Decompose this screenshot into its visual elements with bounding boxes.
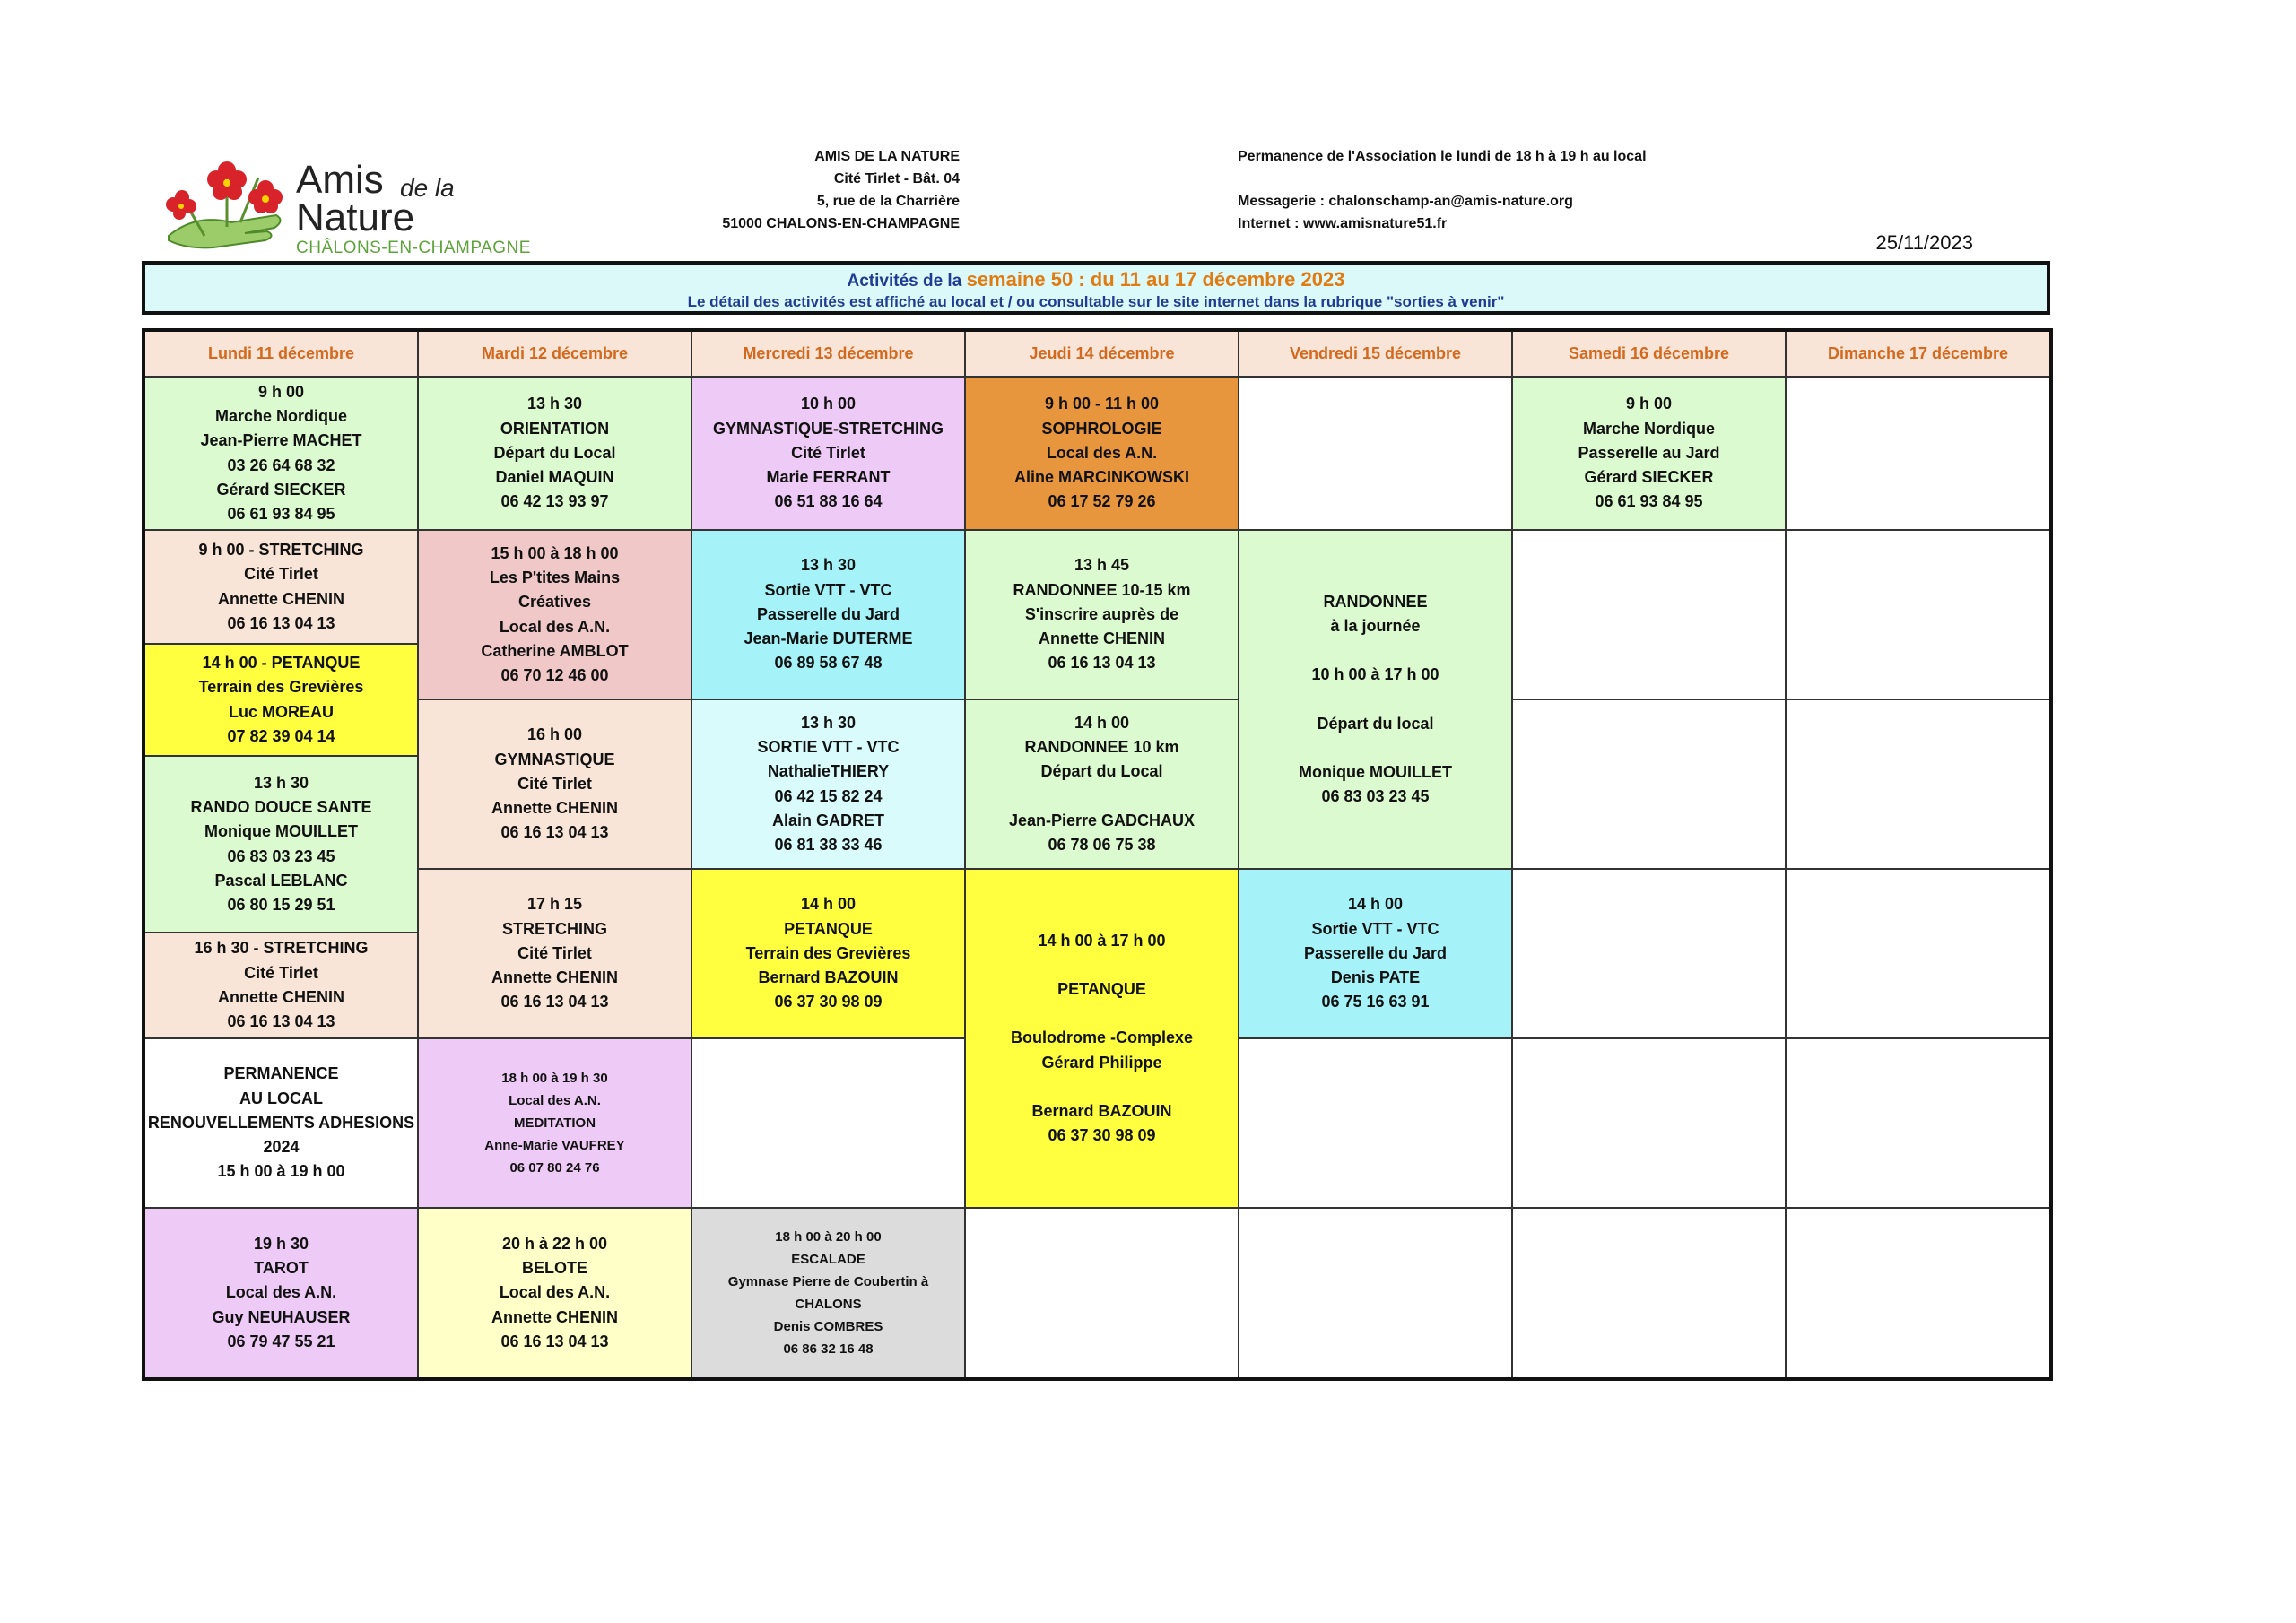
schedule-grid (142, 328, 2053, 1381)
activity-line: 06 61 93 84 95 (1595, 492, 1703, 511)
address-block (628, 145, 960, 235)
activity-line: Local des A.N. (1046, 443, 1158, 462)
internet-text: Internet : www.amisnature51.fr (1238, 216, 1448, 231)
info-block (1238, 145, 1776, 235)
activity-line: Bernard BAZOUIN (1031, 1101, 1172, 1120)
activity-cell-wed-3 (692, 700, 966, 870)
activity-line: Monique MOUILLET (1299, 762, 1452, 781)
activity-cell-wed-2 (692, 531, 966, 700)
activity-line: 2024 (263, 1138, 300, 1157)
activity-line: GYMNASTIQUE (494, 750, 615, 768)
activity-line: 06 16 13 04 13 (1048, 654, 1156, 673)
activity-line: 06 75 16 63 91 (1321, 993, 1430, 1011)
activity-line: 14 h 00 à 17 h 00 (1038, 931, 1166, 950)
activity-line: 06 89 58 67 48 (774, 654, 883, 673)
activity-line: 06 17 52 79 26 (1048, 492, 1156, 511)
activity-line: 03 26 64 68 32 (227, 456, 335, 474)
banner-detail: Le détail des activités est affiché au local et / ou consultable sur le site internet dans la rubrique "sorties à venir" (687, 293, 1505, 310)
activity-line: Les P'tites Mains (489, 568, 621, 586)
activity-line: Cité Tirlet (791, 443, 865, 462)
activity-line: STRETCHING (502, 919, 607, 938)
activity-line: Local des A.N. (509, 1093, 601, 1108)
activity-line: Départ du local (1317, 714, 1434, 733)
activity-line: Créatives (517, 593, 592, 612)
messagerie-text: Messagerie : chalonschamp-an@amis-nature.org (1238, 194, 1573, 209)
activity-cell-mon-2 (145, 531, 419, 645)
activity-line: 14 h 00 (1074, 713, 1130, 732)
activity-cell-mon-4 (145, 757, 419, 933)
day-header: Samedi 16 décembre (1513, 332, 1787, 378)
activity-line: Local des A.N. (499, 1283, 611, 1302)
activity-cell-thu-4 (966, 870, 1239, 1209)
activity-line: Gérard Philippe (1041, 1053, 1162, 1072)
logo-city: CHÂLONS-EN-CHAMPAGNE (296, 239, 531, 257)
activity-cell-mon-6 (145, 1039, 419, 1209)
activity-line: PERMANENCE (223, 1064, 339, 1083)
activity-line: Luc MOREAU (229, 702, 334, 721)
activity-line: Gymnase Pierre de Coubertin à (727, 1274, 929, 1289)
activity-cell-tue-4 (419, 870, 692, 1039)
activity-line: Gérard SIECKER (1584, 468, 1714, 487)
activity-cell-wed-1 (692, 378, 966, 531)
activity-line: Bernard BAZOUIN (758, 968, 899, 987)
activity-line: 06 83 03 23 45 (227, 846, 335, 865)
activity-line: 13 h 30 (526, 395, 583, 413)
logo-nature: Nature (296, 195, 415, 239)
activity-cell-sat-4 (1513, 870, 1787, 1039)
activity-line: Local des A.N. (499, 617, 611, 636)
activity-line: Cité Tirlet (244, 963, 318, 982)
activity-line: 14 h 00 (800, 895, 857, 914)
activity-cell-thu-1 (966, 378, 1239, 531)
activity-line: Passerelle du Jard (756, 604, 900, 623)
activity-line: Cité Tirlet (517, 774, 592, 793)
activity-line: 19 h 30 (253, 1234, 309, 1253)
activity-line: Jean-Pierre GADCHAUX (1008, 811, 1196, 829)
address-line: AMIS DE LA NATURE (814, 149, 960, 164)
activity-line: 06 16 13 04 13 (500, 1332, 609, 1350)
activity-line: 06 83 03 23 45 (1321, 787, 1430, 806)
activity-line: 07 82 39 04 14 (227, 726, 335, 745)
activity-line: RANDONNEE 10 km (1024, 738, 1179, 757)
activity-line: SORTIE VTT - VTC (757, 737, 900, 756)
week-banner (142, 261, 2050, 315)
activity-cell-tue-2 (419, 531, 692, 700)
activity-line: 9 h 00 - STRETCHING (198, 540, 364, 559)
activity-cell-thu-2 (966, 531, 1239, 700)
activity-line: 06 42 15 82 24 (774, 786, 883, 805)
activity-line: 10 h 00 (800, 395, 857, 413)
activity-line: 06 37 30 98 09 (1048, 1126, 1156, 1145)
day-header: Jeudi 14 décembre (966, 332, 1239, 378)
activity-line: Annette CHENIN (217, 988, 344, 1006)
activity-cell-sun-4 (1787, 870, 2049, 1039)
activity-line: 9 h 00 (257, 382, 305, 401)
activity-cell-fri-2 (1239, 531, 1513, 870)
activity-cell-thu-3 (966, 700, 1239, 870)
activity-line: 06 79 47 55 21 (227, 1332, 335, 1350)
activity-line: RENOUVELLEMENTS ADHESIONS (147, 1113, 415, 1132)
activity-line: 16 h 00 (526, 725, 583, 744)
activity-cell-tue-3 (419, 700, 692, 870)
address-line: 51000 CHALONS-EN-CHAMPAGNE (722, 216, 960, 231)
activity-line: S'inscrire auprès de (1024, 604, 1179, 623)
activity-line: Aline MARCINKOWSKI (1014, 468, 1189, 487)
activity-cell-sun-6 (1787, 1209, 2049, 1377)
activity-line: Annette CHENIN (491, 1307, 618, 1326)
activity-cell-wed-5 (692, 1039, 966, 1209)
activity-line: Sortie VTT - VTC (764, 580, 892, 599)
address-line: Cité Tirlet - Bât. 04 (833, 171, 960, 187)
activity-line: 13 h 30 (253, 773, 309, 792)
activity-line: 06 16 13 04 13 (500, 823, 609, 842)
activity-line: Pascal LEBLANC (214, 871, 348, 890)
activity-line: 06 16 13 04 13 (227, 1012, 335, 1031)
activity-cell-mon-1 (145, 378, 419, 531)
activity-line: Catherine AMBLOT (481, 641, 629, 660)
activity-line: Denis COMBRES (773, 1319, 883, 1334)
activity-line: Alain GADRET (771, 811, 884, 829)
activity-line: 06 86 32 16 48 (783, 1341, 874, 1357)
activity-line: 06 80 15 29 51 (227, 896, 335, 915)
activity-line: 20 h à 22 h 00 (501, 1234, 608, 1253)
activity-line: PETANQUE (1057, 979, 1146, 998)
activity-line: 9 h 00 (1625, 395, 1673, 413)
activity-line: 06 37 30 98 09 (774, 993, 883, 1011)
activity-cell-sat-5 (1513, 1039, 1787, 1209)
activity-line: RANDONNEE (1323, 592, 1428, 611)
activity-line: 9 h 00 - 11 h 00 (1044, 395, 1160, 413)
activity-line: Jean-Marie DUTERME (744, 629, 913, 648)
activity-line: Gérard SIECKER (216, 480, 346, 499)
activity-line: 10 h 00 à 17 h 00 (1311, 665, 1439, 684)
activity-cell-thu-5 (966, 1209, 1239, 1377)
activity-line: 14 h 00 (1347, 895, 1404, 914)
activity-line: 06 42 13 93 97 (500, 492, 609, 511)
activity-line: Anne-Marie VAUFREY (484, 1138, 625, 1153)
activity-line: 13 h 30 (800, 713, 857, 732)
activity-line: 15 h 00 à 18 h 00 (491, 543, 619, 562)
activity-line: 06 81 38 33 46 (774, 836, 883, 855)
activity-line: 06 16 13 04 13 (227, 613, 335, 632)
activity-line: Local des A.N. (225, 1283, 337, 1302)
activity-cell-fri-5 (1239, 1209, 1513, 1377)
activity-cell-sun-2 (1787, 531, 2049, 700)
day-header: Dimanche 17 décembre (1787, 332, 2049, 378)
activity-line: Marche Nordique (1582, 419, 1716, 438)
activity-line: Monique MOUILLET (204, 822, 358, 841)
activity-line: 14 h 00 - PETANQUE (202, 653, 361, 672)
activity-line: Sortie VTT - VTC (1311, 919, 1439, 938)
activity-line: Passerelle du Jard (1303, 943, 1448, 962)
activity-cell-sat-3 (1513, 700, 1787, 870)
activity-line: 15 h 00 à 19 h 00 (217, 1162, 345, 1181)
activity-line: Marie FERRANT (766, 468, 891, 487)
activity-line: 16 h 30 - STRETCHING (194, 939, 369, 958)
address-line: 5, rue de la Charrière (816, 194, 960, 209)
activity-line: RANDONNEE 10-15 km (1013, 580, 1191, 599)
logo-amis: Amis (296, 158, 384, 202)
activity-line: GYMNASTIQUE-STRETCHING (712, 419, 944, 438)
activity-line: Départ du Local (1040, 762, 1163, 781)
activity-line: Terrain des Grevières (745, 943, 911, 962)
activity-line: Cité Tirlet (517, 943, 592, 962)
activity-cell-tue-1 (419, 378, 692, 531)
activity-line: Départ du Local (493, 443, 616, 462)
activity-line: Boulodrome -Complexe (1010, 1028, 1194, 1047)
activity-line: AU LOCAL (239, 1089, 323, 1107)
banner-title (145, 268, 2047, 291)
activity-line: 06 61 93 84 95 (227, 505, 335, 524)
activity-line: ESCALADE (791, 1252, 865, 1267)
activity-line: Marche Nordique (214, 406, 348, 425)
activity-line: Passerelle au Jard (1578, 443, 1720, 462)
day-header: Vendredi 15 décembre (1239, 332, 1513, 378)
activity-line: Annette CHENIN (217, 589, 344, 608)
activity-line: CHALONS (795, 1297, 862, 1312)
activity-line: 06 16 13 04 13 (500, 993, 609, 1011)
activity-line: 18 h 00 à 20 h 00 (775, 1229, 882, 1245)
activity-cell-wed-6 (692, 1209, 966, 1377)
document-date: 25/11/2023 (1875, 231, 1973, 254)
activity-line: 13 h 45 (1074, 556, 1130, 575)
day-header: Lundi 11 décembre (145, 332, 419, 378)
activity-cell-mon-5 (145, 933, 419, 1039)
activity-line: Annette CHENIN (491, 968, 618, 987)
activity-cell-sun-1 (1787, 378, 2049, 531)
day-header: Mercredi 13 décembre (692, 332, 966, 378)
activity-line: PETANQUE (784, 919, 873, 938)
activity-cell-fri-3 (1239, 870, 1513, 1039)
activity-line: 17 h 15 (526, 895, 583, 914)
activity-line: Terrain des Grevières (198, 678, 364, 697)
activity-cell-mon-3 (145, 645, 419, 757)
activity-cell-mon-7 (145, 1209, 419, 1377)
activity-line: 13 h 30 (800, 556, 857, 575)
activity-line: 06 78 06 75 38 (1048, 835, 1156, 854)
logo (160, 151, 554, 258)
day-header: Mardi 12 décembre (419, 332, 692, 378)
permanence-text: Permanence de l'Association le lundi de 18 h à 19 h au local (1238, 149, 1647, 164)
activity-line: 06 70 12 46 00 (500, 666, 609, 685)
activity-cell-sun-3 (1787, 700, 2049, 870)
activity-line: Annette CHENIN (491, 799, 618, 818)
activity-cell-wed-4 (692, 870, 966, 1039)
activity-line: 06 51 88 16 64 (774, 492, 883, 511)
activity-cell-tue-5 (419, 1039, 692, 1209)
activity-line: 06 07 80 24 76 (509, 1160, 600, 1176)
activity-line: Guy NEUHAUSER (212, 1307, 351, 1326)
banner-prefix: Activités de la (847, 272, 967, 291)
activity-cell-sat-6 (1513, 1209, 1787, 1377)
banner-week: semaine 50 : du 11 au 17 décembre 2023 (966, 268, 1345, 291)
activity-cell-sat-1 (1513, 378, 1787, 531)
activity-line: MEDITATION (513, 1115, 596, 1131)
activity-cell-sat-2 (1513, 531, 1787, 700)
activity-line: Denis PATE (1330, 968, 1421, 987)
activity-line: BELOTE (521, 1259, 587, 1278)
activity-line: Cité Tirlet (244, 565, 318, 584)
activity-cell-fri-1 (1239, 378, 1513, 531)
activity-line: NathalieTHIERY (767, 762, 890, 781)
activity-line: RANDO DOUCE SANTE (190, 797, 372, 816)
activity-line: Annette CHENIN (1038, 629, 1165, 648)
activity-cell-sun-5 (1787, 1039, 2049, 1209)
activity-cell-tue-6 (419, 1209, 692, 1377)
activity-line: 18 h 00 à 19 h 30 (501, 1071, 608, 1086)
activity-line: ORIENTATION (500, 419, 610, 438)
activity-line: Jean-Pierre MACHET (200, 431, 362, 450)
activity-line: TAROT (254, 1259, 309, 1278)
logo-dela: de la (400, 174, 455, 202)
activity-cell-fri-4 (1239, 1039, 1513, 1209)
flower-hands-icon (160, 151, 294, 258)
activity-line: à la journée (1330, 616, 1421, 635)
activity-line: SOPHROLOGIE (1041, 419, 1162, 438)
activity-line: Daniel MAQUIN (495, 468, 614, 487)
